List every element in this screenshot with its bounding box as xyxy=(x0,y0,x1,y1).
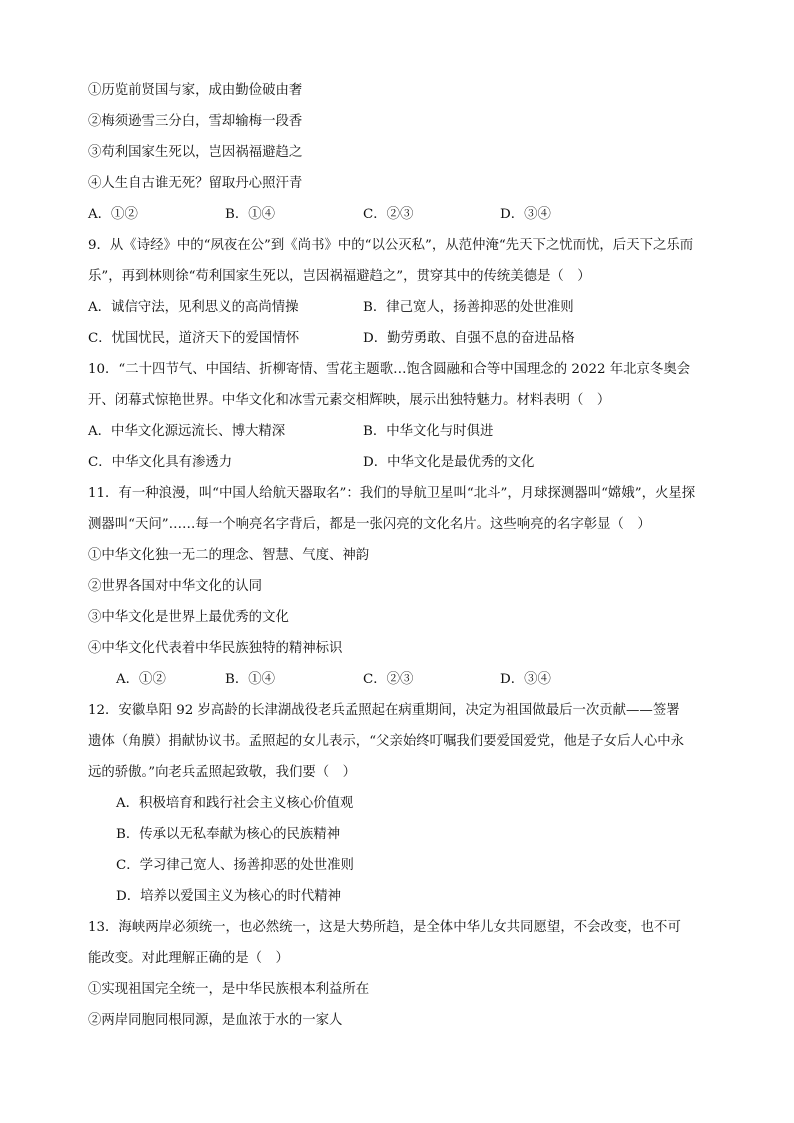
q13-stem-line-2: 能改变。对此理解正确的是（ ） xyxy=(88,951,289,966)
q12-option-b: B．传承以无私奉献为核心的民族精神 xyxy=(116,827,341,842)
q9-option-c: C．忧国忧民，道济天下的爱国情怀 xyxy=(88,331,300,346)
q10-option-d: D．中华文化是最优秀的文化 xyxy=(363,455,535,470)
q12-stem-line-1: 12．安徽阜阳 92 岁高龄的长津湖战役老兵孟照起在病重期间，决定为祖国做最后一次贡献——签署 xyxy=(88,703,680,718)
q9-option-b: B．律己宽人，扬善抑恶的处世准则 xyxy=(363,300,574,315)
q11-item-3: ③中华文化是世界上最优秀的文化 xyxy=(88,610,289,625)
q8-item-1: ①历览前贤国与家，成由勤俭破由奢 xyxy=(88,83,303,98)
q10-option-b: B．中华文化与时俱进 xyxy=(363,424,494,439)
q8-item-4: ④人生自古谁无死？留取丹心照汗青 xyxy=(88,176,303,191)
q10-stem-line-2: 开、闭幕式惊艳世界。中华文化和冰雪元素交相辉映，展示出独特魅力。材料表明（ ） xyxy=(88,393,611,408)
q11-item-1: ①中华文化独一无二的理念、智慧、气度、神韵 xyxy=(88,548,370,563)
q13-item-1: ①实现祖国完全统一，是中华民族根本利益所在 xyxy=(88,982,370,997)
q11-stem-line-2: 测器叫“天问”……每一个响亮名字背后，都是一张闪亮的文化名片。这些响亮的名字彰显（ ） xyxy=(88,517,651,532)
q9-option-d: D．勤劳勇敢、自强不息的奋进品格 xyxy=(363,331,575,346)
q8-option-d: D．③④ xyxy=(500,207,551,222)
q11-stem-line-1: 11．有一种浪漫，叫“中国人给航天器取名”：我们的导航卫星叫“北斗”，月球探测器叫“嫦娥”，火星探 xyxy=(88,486,696,501)
q9-option-a: A．诚信守法，见利思义的高尚情操 xyxy=(88,300,299,315)
q8-item-3: ③苟利国家生死以，岂因祸福避趋之 xyxy=(88,145,303,160)
q9-stem-line-1: 9．从《诗经》中的“夙夜在公”到《尚书》中的“以公灭私”，从范仲淹“先天下之忧而忧，后天下之乐而 xyxy=(88,238,694,253)
q11-item-2: ②世界各国对中华文化的认同 xyxy=(88,579,263,594)
q11-item-4: ④中华文化代表着中华民族独特的精神标识 xyxy=(88,641,343,656)
q8-option-c: C．②③ xyxy=(363,207,414,222)
q12-option-d: D．培养以爱国主义为核心的时代精神 xyxy=(116,889,341,904)
q10-option-a: A．中华文化源远流长、博大精深 xyxy=(88,424,286,439)
q8-option-a: A．①② xyxy=(88,207,138,222)
q11-option-d: D．③④ xyxy=(500,672,551,687)
q12-stem-line-3: 远的骄傲。”向老兵孟照起致敬，我们要（ ） xyxy=(88,765,356,780)
q11-option-b: B．①④ xyxy=(225,672,276,687)
q10-stem-line-1: 10．“二十四节气、中国结、折柳寄情、雪花主题歌…饱含圆融和合等中国理念的 2022 年北京冬奥会 xyxy=(88,362,691,377)
q11-option-c: C．②③ xyxy=(363,672,414,687)
q12-stem-line-2: 遗体（角膜）捐献协议书。孟照起的女儿表示，“父亲始终叮嘱我们要爱国爱党，他是子女后人心中永 xyxy=(88,734,685,749)
q9-stem-line-2: 乐”，再到林则徐“苟利国家生死以，岂因祸福避趋之”，贯穿其中的传统美德是（ ） xyxy=(88,269,591,284)
q13-item-2: ②两岸同胞同根同源，是血浓于水的一家人 xyxy=(88,1013,343,1028)
q8-option-b: B．①④ xyxy=(225,207,276,222)
q8-item-2: ②梅须逊雪三分白，雪却输梅一段香 xyxy=(88,114,303,129)
q11-option-a: A．①② xyxy=(116,672,166,687)
q13-stem-line-1: 13．海峡两岸必须统一，也必然统一，这是大势所趋，是全体中华儿女共同愿望，不会改变，也不可 xyxy=(88,920,681,935)
q12-option-c: C．学习律己宽人、扬善抑恶的处世准则 xyxy=(116,858,354,873)
q10-option-c: C．中华文化具有渗透力 xyxy=(88,455,233,470)
q12-option-a: A．积极培育和践行社会主义核心价值观 xyxy=(116,796,354,811)
